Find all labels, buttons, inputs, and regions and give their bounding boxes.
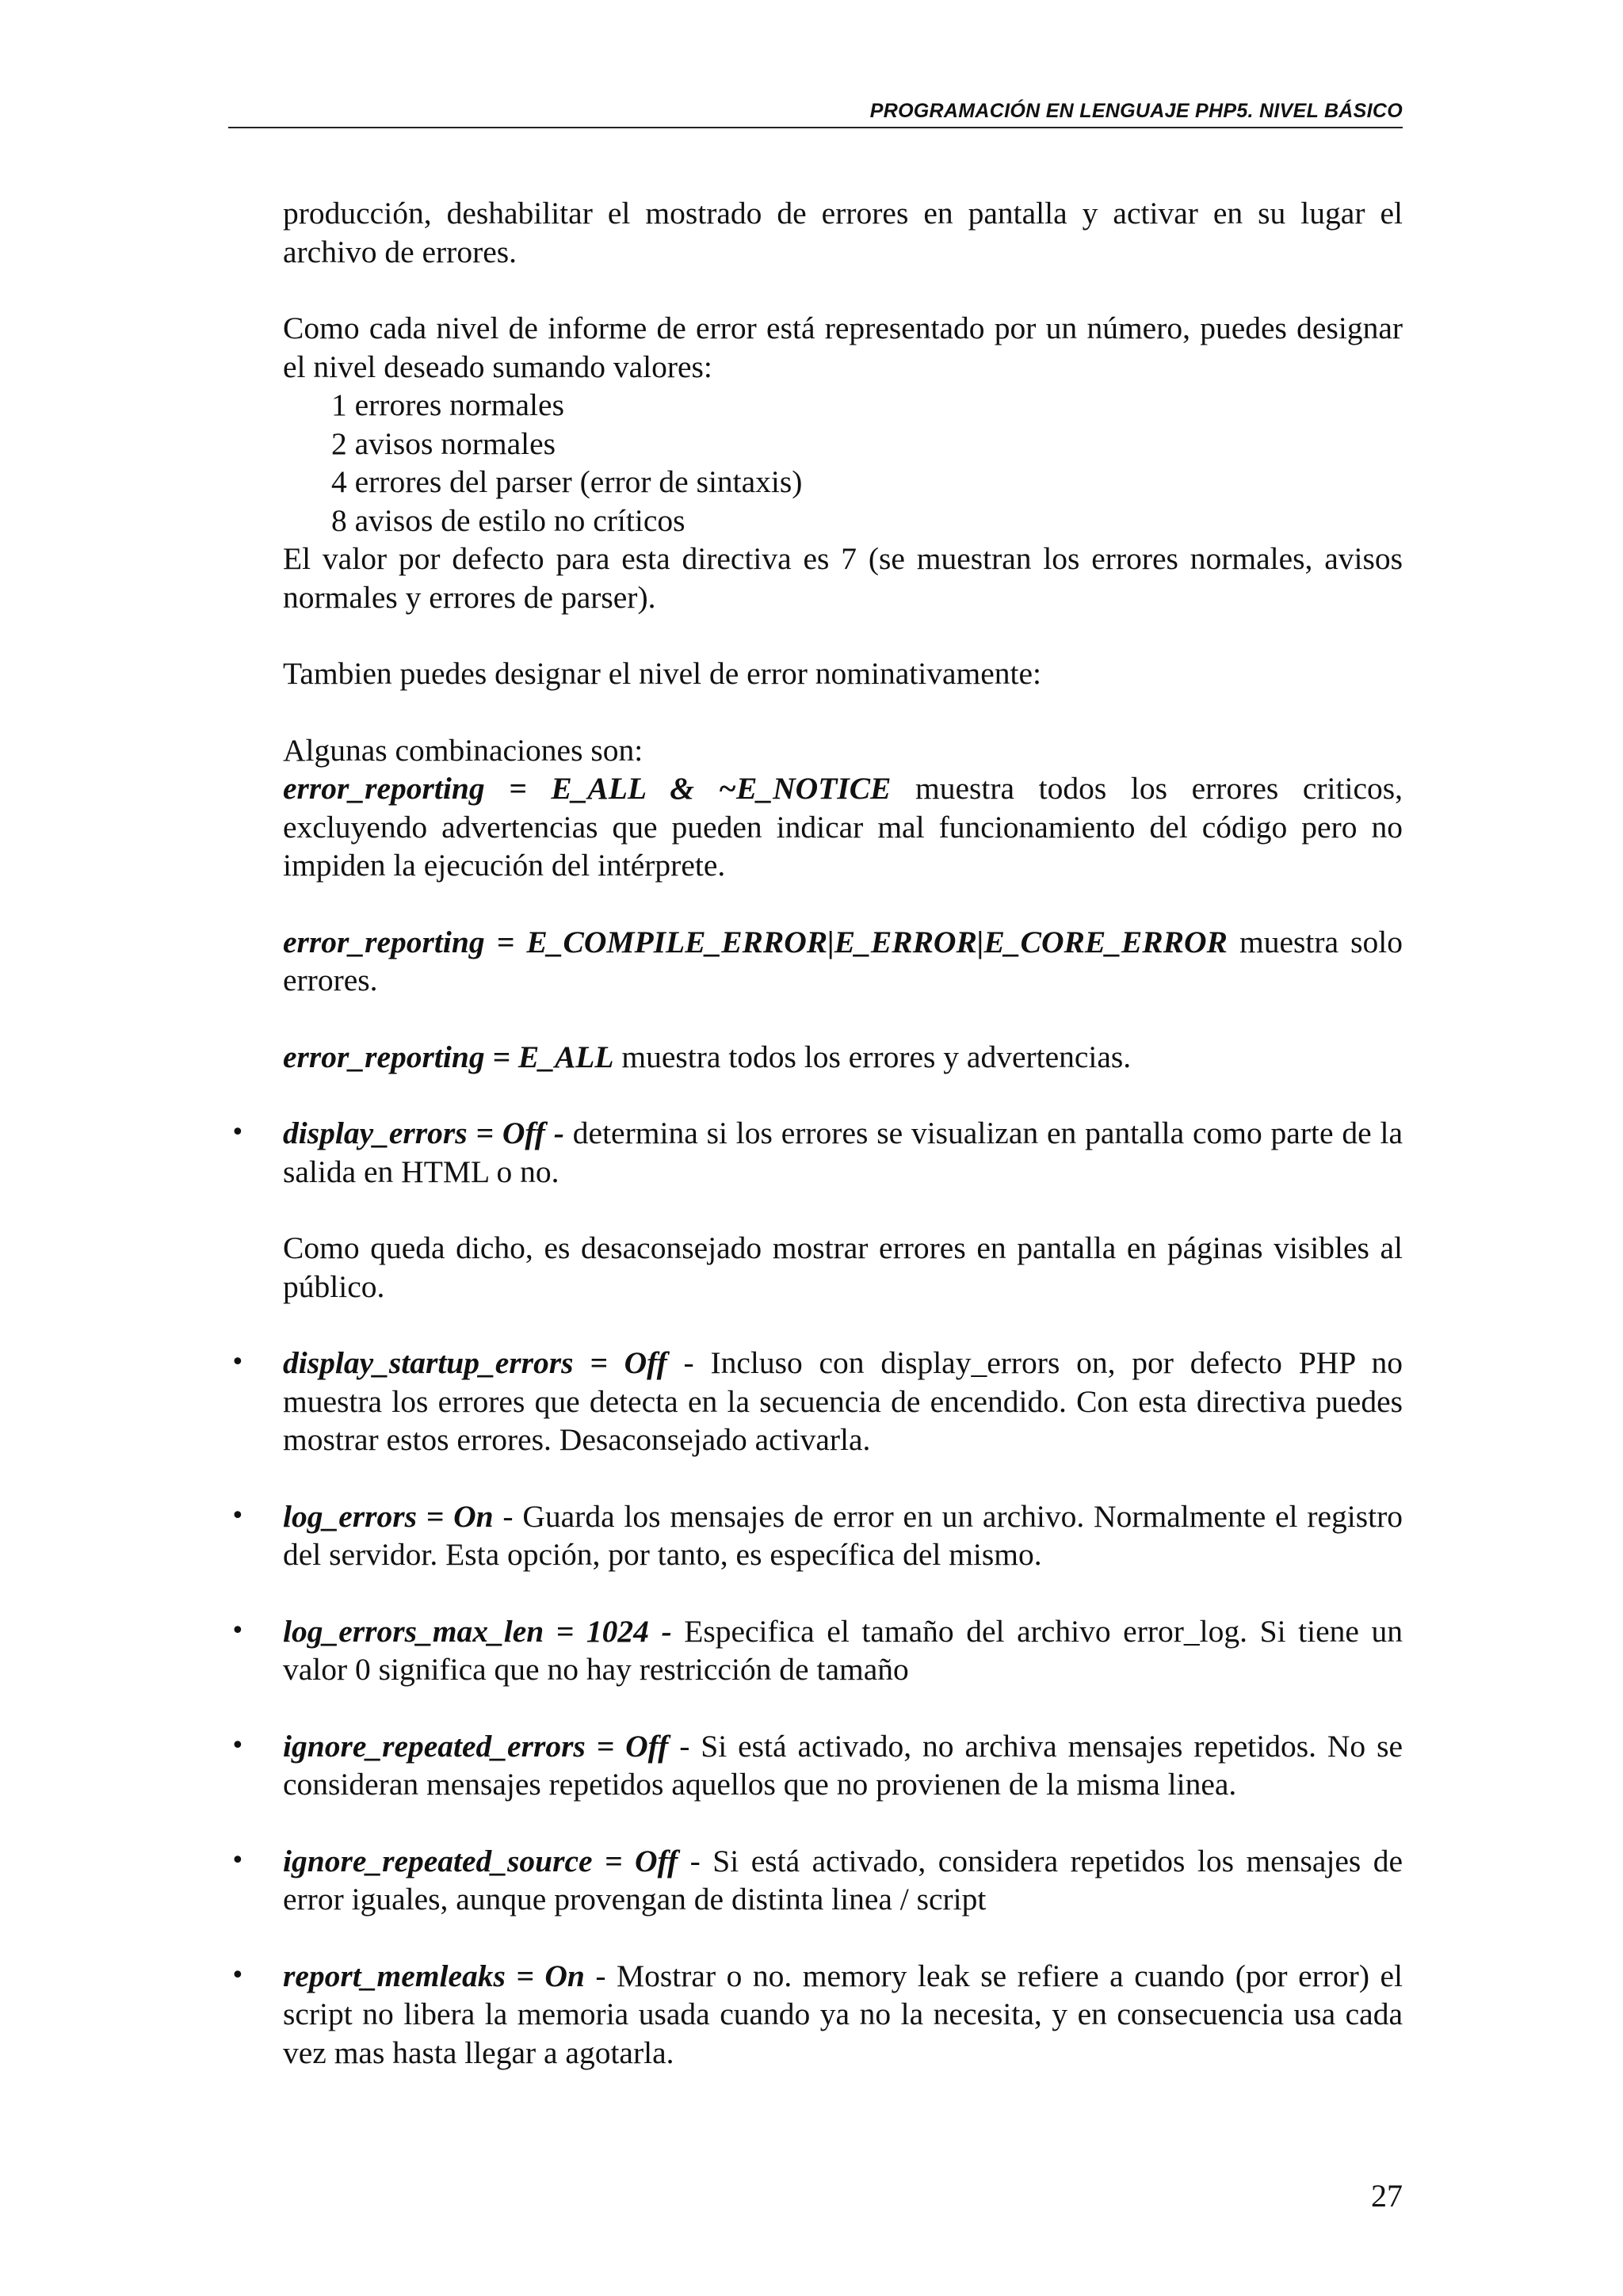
directive-code: display_startup_errors = Off <box>283 1345 667 1380</box>
running-header <box>228 95 1403 128</box>
bullet-icon: • <box>231 1961 245 1989</box>
directive-ignore-repeated-source <box>231 1842 1403 1919</box>
directive-report-memleaks <box>231 1957 1403 2073</box>
combo-description: muestra todos los errores y advertencias. <box>613 1039 1132 1074</box>
bullet-icon: • <box>231 1616 245 1645</box>
combo-code: error_reporting = E_COMPILE_ERROR|E_ERROR|E_CORE_ERROR <box>283 924 1228 959</box>
combo-code: error_reporting = E_ALL <box>283 1039 614 1074</box>
directive-note: Como queda dicho, es desaconsejado mostrar errores en pantalla en páginas visibles al público. <box>283 1230 1403 1304</box>
directive-text <box>283 1727 1403 1804</box>
directive-text <box>283 1114 1403 1191</box>
directive-text <box>283 1957 1403 2073</box>
bullet-icon: • <box>231 1846 245 1875</box>
combinations-intro: Algunas combinaciones son: <box>283 732 643 768</box>
directive-code: ignore_repeated_source = Off <box>283 1843 678 1878</box>
directive-code: report_memleaks = On <box>283 1958 585 1993</box>
directive-description: - Si está activado, considera repetidos los mensajes de error iguales, aunque provengan de distinta linea / script <box>283 1843 1403 1917</box>
error-level-item: 1 errores normales <box>331 387 564 422</box>
directive-description: Especifica el tamaño del archivo error_log. Si tiene un valor 0 significa que no hay restricción de tamaño <box>283 1613 1403 1687</box>
paragraph-production: producción, deshabilitar el mostrado de errores en pantalla y activar en su lugar el archivo de errores. <box>283 196 1403 269</box>
directive-display-errors <box>231 1114 1403 1306</box>
bullet-icon: • <box>231 1348 245 1376</box>
directive-code: display_errors = Off - <box>283 1116 564 1150</box>
paragraph-default-value: El valor por defecto para esta directiva es 7 (se muestran los errores normales, avisos normales y errores de parser). <box>283 541 1403 615</box>
bullet-icon: • <box>231 1501 245 1530</box>
error-level-item: 2 avisos normales <box>331 425 556 461</box>
paragraph-error-levels-intro: Como cada nivel de informe de error está representado por un número, puedes designar el nivel deseado sumando valores: <box>283 311 1403 384</box>
directive-text <box>283 1612 1403 1689</box>
directive-description: - Mostrar o no. memory leak se refiere a cuando (por error) el script no libera la memoria usada cuando ya no la necesita, y en consecuencia usa cada vez mas hasta llegar a agotarla. <box>283 1958 1403 2070</box>
directive-code: log_errors_max_len = 1024 - <box>283 1613 672 1649</box>
directive-text <box>283 1497 1403 1574</box>
directive-description: - Guarda los mensajes de error en un archivo. Normalmente el registro del servidor. Esta opción, por tanto, es específica del mismo. <box>283 1498 1403 1572</box>
paragraph-nominative: Tambien puedes designar el nivel de error nominativamente: <box>283 656 1041 691</box>
combo-description: muestra todos los errores criticos, excluyendo advertencias que pueden indicar mal funcionamiento del código pero no impiden la ejecución del intérprete. <box>283 771 1403 883</box>
page-body <box>231 194 1403 2072</box>
directive-log-errors-max-len <box>231 1612 1403 1689</box>
directive-description: determina si los errores se visualizan en pantalla como parte de la salida en HTML o no. <box>283 1116 1403 1189</box>
error-level-list <box>283 386 1403 540</box>
bullet-icon: • <box>231 1731 245 1760</box>
directive-description: - Si está activado, no archiva mensajes repetidos. No se consideran mensajes repetidos aquellos que no provienen de la misma linea. <box>283 1728 1403 1802</box>
combo-code: error_reporting = E_ALL & ~E_NOTICE <box>283 771 892 806</box>
directive-description: - Incluso con display_errors on, por defecto PHP no muestra los errores que detecta en la secuencia de encendido. Con esta directiva puedes mostrar estos errores. Desaconsejado activarla. <box>283 1345 1403 1457</box>
directive-text <box>283 1842 1403 1919</box>
paragraph-combination-3 <box>283 1038 1403 1077</box>
directive-display-startup-errors <box>231 1344 1403 1459</box>
error-level-item: 8 avisos de estilo no críticos <box>331 502 685 538</box>
running-header-title: PROGRAMACIÓN EN LENGUAJE PHP5. NIVEL BÁSICO <box>869 100 1403 122</box>
paragraph-combination-2 <box>283 923 1403 1000</box>
directive-code: ignore_repeated_errors = Off <box>283 1728 669 1764</box>
error-level-item: 4 errores del parser (error de sintaxis) <box>331 464 803 499</box>
page-number: 27 <box>1371 2178 1403 2214</box>
bullet-icon: • <box>231 1119 245 1146</box>
paragraph-combinations <box>283 731 1403 885</box>
directive-text <box>283 1344 1403 1459</box>
combo-description: muestra solo errores. <box>283 924 1403 997</box>
directive-ignore-repeated-errors <box>231 1727 1403 1804</box>
directive-log-errors <box>231 1497 1403 1574</box>
directive-code: log_errors = On <box>283 1498 494 1534</box>
